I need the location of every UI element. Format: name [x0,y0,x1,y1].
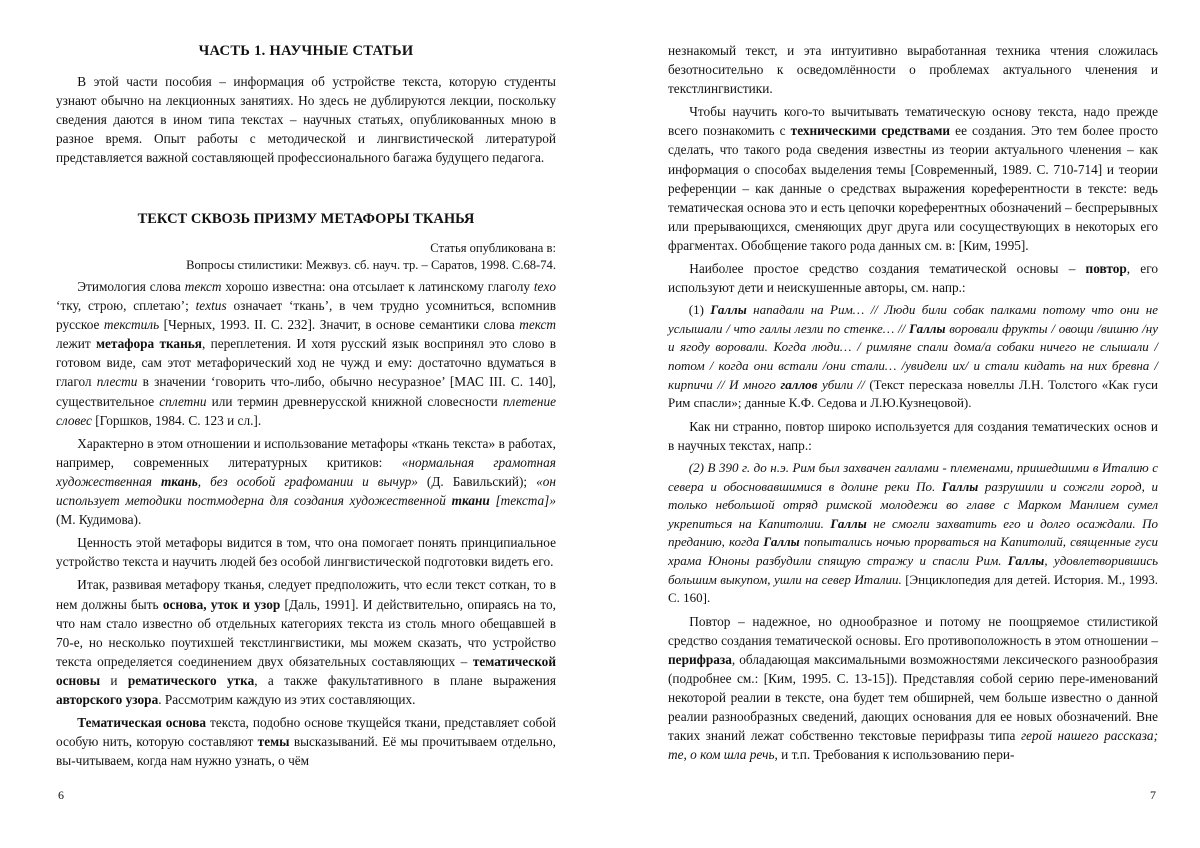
publication-source: Вопросы стилистики: Межвуз. сб. науч. тр. – Саратов, 1998. С.68-74. [186,258,556,272]
paragraph-scientific: Как ни странно, повтор широко используется для создания тематических основ и в научных текстах, напр.: [668,418,1158,453]
example-2: (2) В 390 г. до н.э. Рим был захвачен галлами - племенами, пришедшими в Италию с севера и обосновавшимися в долине реки По. Галлы разрушили и сожгли город, и только небольшой отряд римской молодежи во главе с Марком Манлием сумел укрепиться на Капитолии. Галлы не смогли захватить его и долго осаждали. По преданию, когда Галлы попытались ночью прорваться на Капитолий, священные гуси храма Юноны разбудили спящую стражу и спасли Рим. Галлы, удовлетворившись большим выкупом, ушли на север Италии. [Энциклопедия для детей. История. М., 1993. С. 160]. [668,459,1159,606]
paragraph-critics: Характерно в этом отношении и использование метафоры «ткань текста» в работах, например, современных литературных критиков: «нормальная грамотная художественная ткань, без особой графомании и вычур» (Д. Бавильский); «он использует методики постмодерна для создания художественной ткани [текста]» (М. Кудимова). [56,435,556,528]
paragraph-thematic-basis: Тематическая основа текста, подобно основе ткущейся ткани, представляет собой особую нить, которую составляют темы высказываний. Её мы прочитываем отдельно, вы-читываем, когда нам нужно узнать, о чём [56,715,556,769]
paragraph-repetition: Наиболее простое средство создания тематической основы – повтор, его используют дети и неискушенные авторы, см. напр.: [668,261,1158,296]
chapter-intro: В этой части пособия – информация об устройстве текста, которую студенты узнают обычно на лекционных занятиях. Но здесь не дублируются лекции, поскольку сведения даются в ином типа текстах – научных статьях, опубликованных мною в разное время. Опыт работы с методической и лингвистической литературой представляется важной составляющей профессионального багажа будущего педагога. [56,74,556,166]
page-number: 7 [1150,788,1156,802]
right-page [668,0,1158,848]
paragraph-periphrasis: Повтор – надежное, но однообразное и потому не поощряемое стилистикой средство создания тематической основы. Его противоположность в этом отношении – перифраза, обладающая максимальными возможностями лексического разнообразия (подробнее см.: [Ким, 1995. С. 13-15]). Представляя собой серию пере-именований некоторой реалии в тексте, она будет тем обширней, чем больше известно о данной реалии разнообразных сведений, дающих основания для ее новых обозначений. Вне таких знаний лежат собственно текстовые перифразы типа герой нашего рассказа; те, о ком шла речь, и т.п. Требования к использованию пери- [668,613,1159,763]
paragraph-technical-means: Чтобы научить кого-то вычитывать тематическую основу текста, надо прежде всего познакомить с техническими средствами ее создания. Это тем более просто сделать, что такого рода сведения известны из теории актуального членения – как информация о способах выделения темы [Современный, 1989. С. 710-714] и теории референции – как данные о средствах выражения кореферентности в тексте: ведь тематическая основа это и есть цепочки кореферентных обозначений – беспрерывных или прерывающихся, сменяющих друг друга или сосуществующих в некоторых его фрагментах. Обобщение такого рода данных см. в: [Ким, 1995]. [668,104,1159,253]
publication-note [56,240,556,274]
page-number: 6 [58,788,64,802]
publication-line: Статья опубликована в: [430,241,556,255]
paragraph-value: Ценность этой метафоры видится в том, что она помогает понять принципиальное устройство текста и научить людей без особой лингвистической подготовки видеть его. [56,535,556,570]
right-body [668,41,1158,768]
article-title: ТЕКСТ СКВОЗЬ ПРИЗМУ МЕТАФОРЫ ТКАНЬЯ [137,211,475,227]
paragraph-components: Итак, развивая метафору тканья, следует предположить, что если текст соткан, то в нем должны быть основа, уток и узор [Даль, 1991]. И действительно, опираясь на то, что нам стало известно об отдельных категориях текста из столь много обещавшей в 70-е, но несколько поутихшей текстлингвистики, мы можем сказать, что устройство текста определяется соединением двух обязательных составляющих – тематической основы и рематического утка, а также факультативного в плане выражения авторского узора. Рассмотрим каждую из этих составляющих. [56,577,557,707]
left-body [56,277,556,774]
chapter-heading: ЧАСТЬ 1. НАУЧНЫЕ СТАТЬИ [198,43,414,59]
paragraph-etymology: Этимология слова текст хорошо известна: она отсылает к латинскому глаголу texo ‘тку, строю, сплетаю’; textus означает ‘ткань’, в чем трудно усомниться, вспомнив русское текстиль [Черных, 1993. II. С. 232]. Значит, в основе семантики слова текст лежит метафора тканья, переплетения. И хотя русский язык воспринял это слово в готовом виде, сам этот метафорический ход не чужд и ему: достаточно вдуматься в глагол плести в значении ‘говорить что-либо, обычно несуразное’ [МАС III. С. 140], существительное сплетни или термин древнерусской книжной словесности плетение словес [Горшков, 1984. С. 123 и сл.]. [56,279,557,428]
paragraph-continuation: незнакомый текст, и эта интуитивно выработанная техника чтения сложилась безотносительно к осведомлённости о проблемах актуального членения и текстлингвистики. [668,43,1158,97]
example-1: (1) Галлы нападали на Рим… // Люди били собак палками потому что они не услышали / что галлы лезли по стенке… // Галлы воровали фрукты / овощи /вишню /ну и ягоду воровали. Когда люди… / римляне спали дома/а собаки ничего не слышали / потом / когда они встали /они стали… /увидели их/ и стали кидать на них бревна / кирпичи // И много галлов убили // (Текст пересказа новеллы Л.Н. Толстого «Как гуси Рим спасли»; данные К.Ф. Седова и Л.Ю.Кузнецовой). [668,302,1158,411]
left-page [56,0,556,848]
